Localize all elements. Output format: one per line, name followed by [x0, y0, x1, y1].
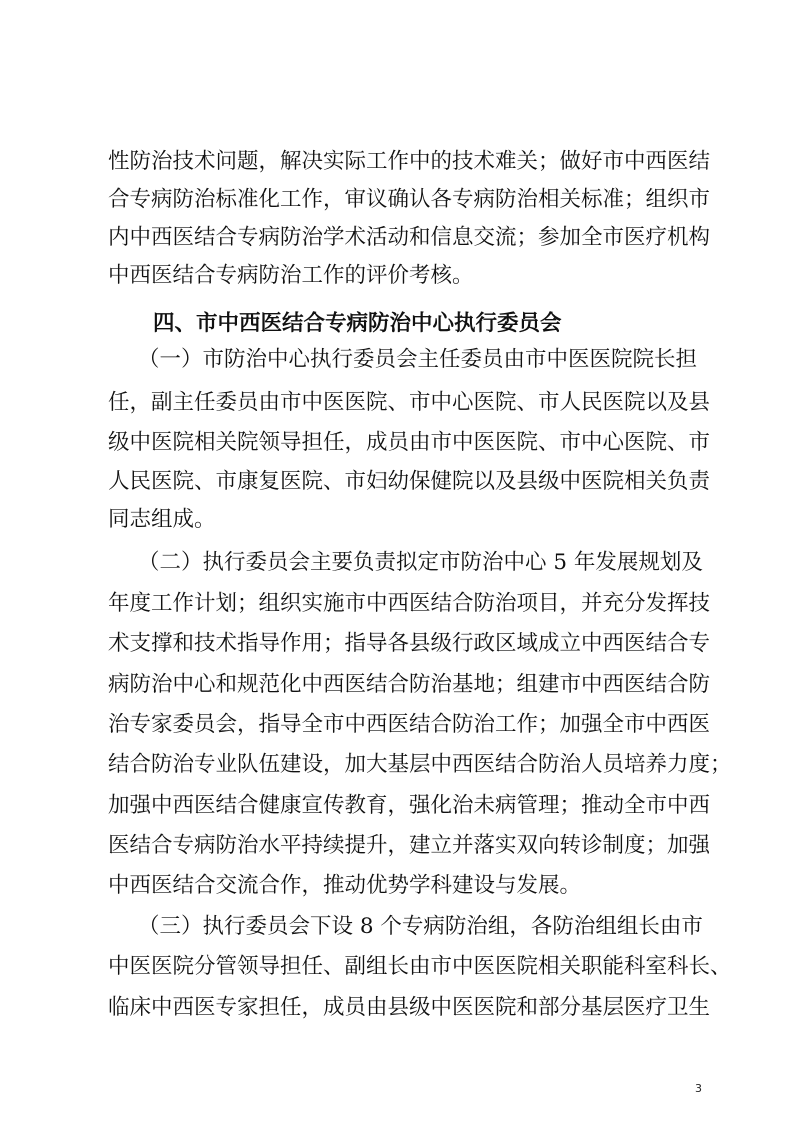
text-line-7: 任，副主任委员由市中医医院、市中心医院、市人民医院以及县 — [108, 390, 711, 415]
text-line-1: 性防治技术问题，解决实际工作中的技术难关；做好市中西医结 — [108, 149, 711, 174]
text-line-15: 治专家委员会，指导全市中西医结合防治工作；加强全市中西医 — [108, 712, 711, 737]
text-line-21: 中医医院分管领导担任、副组长由市中医医院相关职能科室科长、 — [108, 954, 732, 979]
text-line-17: 加强中西医结合健康宣传教育，强化治未病管理；推动全市中西 — [108, 793, 711, 818]
text-line-19: 中西医结合交流合作，推动优势学科建设与发展。 — [108, 873, 582, 898]
text-line-2: 合专病防治标准化工作，审议确认各专病防治相关标准；组织市 — [108, 187, 711, 212]
text-line-4: 中西医结合专病防治工作的评价考核。 — [108, 263, 474, 288]
text-line-14: 病防治中心和规范化中西医结合防治基地；组建市中西医结合防 — [108, 672, 711, 697]
text-line-18: 医结合专病防治水平持续提升，建立并落实双向转诊制度；加强 — [108, 833, 711, 858]
text-line-16: 结合防治专业队伍建设，加大基层中西医结合防治人员培养力度； — [108, 752, 732, 777]
text-line-9: 人民医院、市康复医院、市妇幼保健院以及县级中医院相关负责 — [108, 469, 711, 494]
text-line-11: （二）执行委员会主要负责拟定市防治中心 5 年发展规划及 — [138, 550, 703, 575]
text-line-12: 年度工作计划；组织实施市中西医结合防治项目，并充分发挥技 — [108, 591, 711, 616]
text-line-6: （一）市防治中心执行委员会主任委员由市中医医院院长担 — [138, 347, 698, 372]
page-number: 3 — [695, 1082, 702, 1095]
text-line-10: 同志组成。 — [108, 507, 216, 532]
text-line-13: 术支撑和技术指导作用；指导各县级行政区域成立中西医结合专 — [108, 631, 711, 656]
text-line-8: 级中医院相关院领导担任，成员由市中医医院、市中心医院、市 — [108, 430, 711, 455]
text-line-20: （三）执行委员会下设 8 个专病防治组，各防治组组长由市 — [138, 914, 703, 939]
section-heading: 四、市中西医结合专病防治中心执行委员会 — [153, 311, 562, 336]
text-line-22: 临床中西医专家担任，成员由县级中医医院和部分基层医疗卫生 — [108, 995, 711, 1020]
text-line-3: 内中西医结合专病防治学术活动和信息交流；参加全市医疗机构 — [108, 225, 711, 250]
